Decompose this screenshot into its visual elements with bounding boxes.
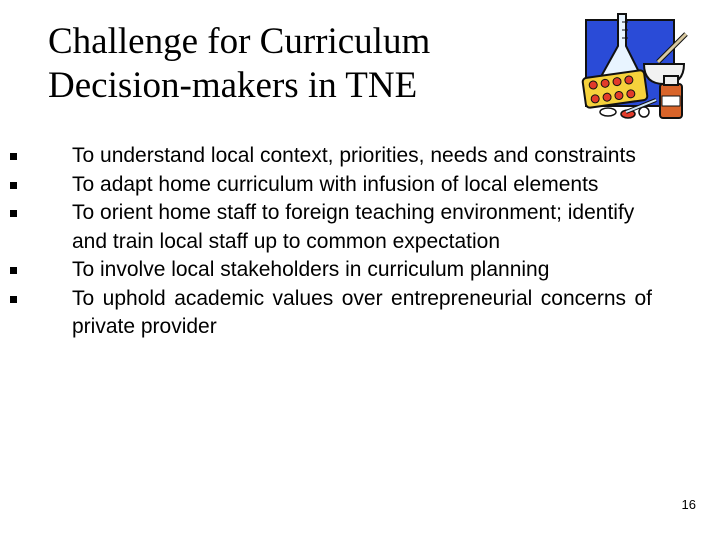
bullet-item — [72, 171, 652, 200]
bullet-text: To understand local context, priorities, needs and constraints — [72, 144, 636, 167]
slide-title — [48, 20, 548, 108]
bullet-text: To uphold academic values over entrepreneurial concerns of private provider — [72, 286, 652, 338]
bullet-text: To orient home staff to foreign teaching environment; identify and train local staff up to common expectation — [72, 201, 635, 253]
square-bullet-icon — [10, 296, 17, 303]
title-line-2: Decision-makers in TNE — [48, 65, 418, 106]
bullet-item — [72, 142, 652, 171]
bullet-item — [72, 285, 652, 342]
bullet-text: To adapt home curriculum with infusion of local elements — [72, 172, 599, 196]
title-line-1: Challenge for Curriculum — [48, 21, 431, 62]
bullet-list — [72, 142, 652, 342]
bullet-text: To involve local stakeholders in curriculum planning — [72, 258, 550, 281]
laboratory-medicine-icon — [578, 12, 696, 124]
bullet-item — [72, 256, 652, 285]
bullet-item — [72, 199, 652, 256]
square-bullet-icon — [10, 153, 17, 160]
square-bullet-icon — [10, 267, 17, 274]
square-bullet-icon — [10, 210, 17, 217]
page-number: 16 — [681, 497, 696, 512]
square-bullet-icon — [10, 182, 17, 189]
